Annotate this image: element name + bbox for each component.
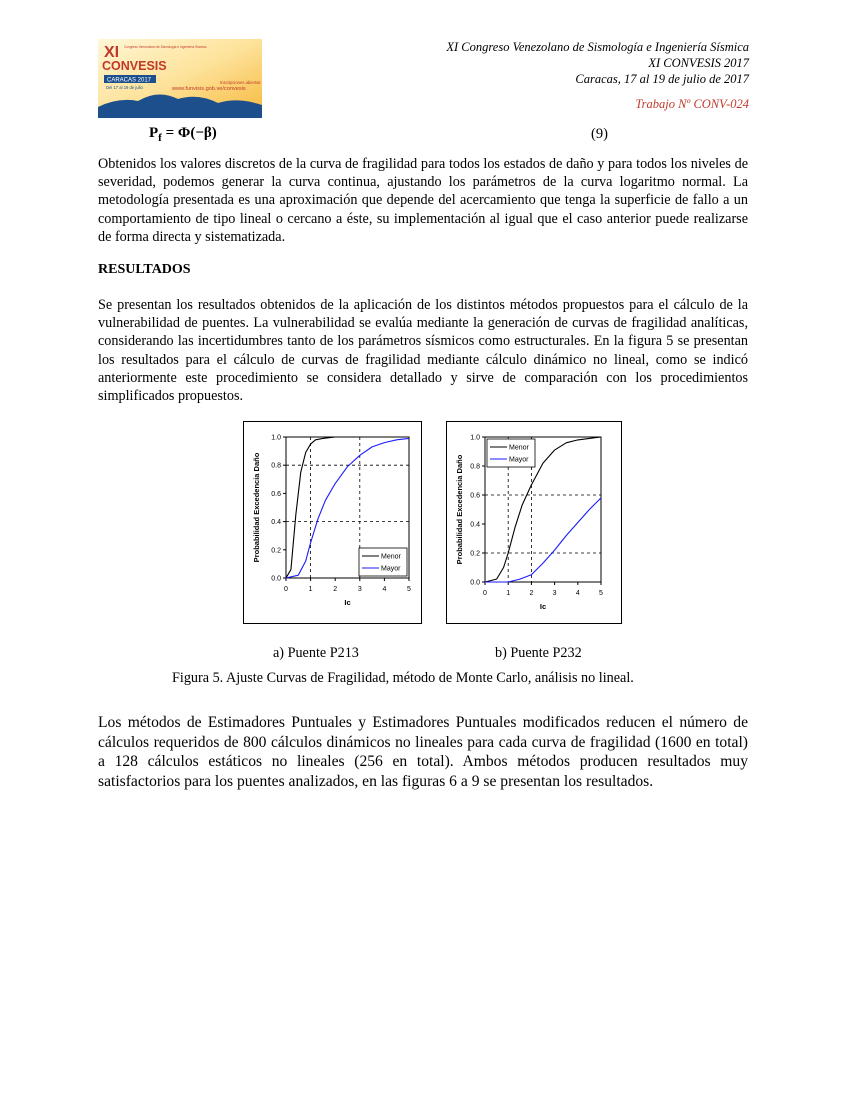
x-tick-label: 1 bbox=[308, 586, 313, 593]
paper-id: Trabajo Nº CONV-024 bbox=[635, 97, 749, 111]
logo-inscriptions: Inscripciones abiertas bbox=[220, 80, 261, 85]
x-tick-label: 5 bbox=[599, 590, 603, 597]
chart-b-frame bbox=[446, 421, 622, 624]
y-tick-label: 1.0 bbox=[271, 434, 281, 442]
logo-org-text: Congreso Venezolano de Sismología e Ingeniería Sísmica bbox=[124, 45, 207, 49]
paragraph-2: Se presentan los resultados obtenidos de la aplicación de los distintos métodos propuestos para el cálculo de la vulnerabilidad de puentes. La vulnerabilidad se evalúa mediante la generación de curvas de fragilidad analíticas, considerando las incertidumbres tanto de los parámetros sísmicos como estructurales. En la figura 5 se presentan los resultados para el cálculo de curvas de fragilidad mediante cálculo dinámico no lineal, como se indicó anteriormente este procedimiento se considera detallado y sirve de comparación con los procedimientos simplificados propuestos. bbox=[98, 297, 748, 405]
y-tick-label: 1.0 bbox=[470, 434, 480, 442]
section-heading: RESULTADOS bbox=[98, 262, 191, 277]
y-tick-label: 0.0 bbox=[470, 579, 480, 587]
legend-label: Mayor bbox=[381, 565, 401, 573]
x-axis-label: Ic bbox=[539, 602, 547, 611]
caption-b: b) Puente P232 bbox=[495, 645, 582, 661]
y-tick-label: 0.6 bbox=[470, 492, 480, 500]
y-tick-label: 0.2 bbox=[470, 550, 480, 558]
formula bbox=[149, 125, 217, 144]
x-tick-label: 4 bbox=[575, 590, 580, 597]
legend-label: Menor bbox=[509, 444, 529, 452]
logo-city: CARACAS 2017 bbox=[107, 77, 152, 84]
formula-rhs: = Φ(−β) bbox=[161, 125, 217, 141]
formula-sub: f bbox=[158, 132, 162, 144]
header-line1: XI Congreso Venezolano de Sismología e Ingeniería Sísmica bbox=[446, 40, 749, 54]
y-tick-label: 0.6 bbox=[271, 490, 281, 498]
x-tick-label: 4 bbox=[382, 586, 387, 593]
formula-lhs: P bbox=[149, 125, 159, 141]
x-tick-label: 1 bbox=[506, 590, 511, 597]
y-tick-label: 0.8 bbox=[470, 463, 480, 471]
x-axis-label: Ic bbox=[344, 598, 351, 607]
y-axis-label: Probabilidad Excedencia Daño bbox=[455, 454, 464, 565]
y-tick-label: 0.4 bbox=[470, 521, 480, 529]
paragraph-3: Los métodos de Estimadores Puntuales y Estimadores Puntuales modificados reducen el número de cálculos requeridos de 800 cálculos dinámicos no lineales para cada curva de fragilidad (1600 en total) a 128 cálculos estáticos no lineales (256 en total). Ambos métodos producen resultados muy satisfactorios para los puentes analizados, en las figuras 6 a 9 se presentan los resultados. bbox=[98, 714, 748, 790]
x-tick-label: 2 bbox=[333, 586, 338, 593]
y-tick-label: 0.4 bbox=[271, 519, 281, 527]
x-tick-label: 2 bbox=[529, 590, 534, 597]
x-tick-label: 3 bbox=[357, 586, 362, 593]
equation-number: (9) bbox=[591, 126, 608, 142]
chart-a bbox=[244, 422, 421, 623]
chart-b bbox=[447, 422, 621, 623]
x-tick-label: 0 bbox=[483, 590, 487, 597]
y-tick-label: 0.2 bbox=[271, 547, 281, 555]
logo-title-top: XI bbox=[104, 44, 120, 61]
legend-label: Mayor bbox=[509, 456, 529, 464]
x-tick-label: 5 bbox=[407, 586, 411, 593]
x-tick-label: 3 bbox=[552, 590, 557, 597]
logo-url: www.funvisis.gob.ve/convesis bbox=[172, 86, 246, 92]
chart-a-frame bbox=[243, 421, 422, 624]
y-tick-label: 0.0 bbox=[271, 575, 281, 583]
header-line2: XI CONVESIS 2017 bbox=[648, 56, 749, 70]
y-axis-label: Probabilidad Excedencia Daño bbox=[252, 452, 261, 563]
paragraph-1: Obtenidos los valores discretos de la curva de fragilidad para todos los estados de daño y para todos los niveles de severidad, podemos generar la curva continua, ajustando los parámetros de la curva logaritmo normal. La metodología presentada es una aproximación que depende del acercamiento que tenga la superficie de fallo a un comportamiento de tipo lineal o cercano a éste, su implementación al igual que el caso anterior puede realizarse de forma directa y sistematizada. bbox=[98, 156, 748, 245]
header-line3: Caracas, 17 al 19 de julio de 2017 bbox=[575, 72, 749, 86]
legend-label: Menor bbox=[381, 553, 401, 561]
logo-title-bottom: CONVESIS bbox=[102, 59, 167, 73]
header-block bbox=[446, 39, 749, 87]
convesis-logo bbox=[98, 39, 262, 118]
figure-caption: Figura 5. Ajuste Curvas de Fragilidad, método de Monte Carlo, análisis no lineal. bbox=[172, 670, 634, 686]
logo-dates: Del 17 al 19 de julio bbox=[106, 85, 143, 90]
y-tick-label: 0.8 bbox=[271, 462, 281, 470]
caption-a: a) Puente P213 bbox=[273, 645, 359, 661]
x-tick-label: 0 bbox=[284, 586, 288, 593]
